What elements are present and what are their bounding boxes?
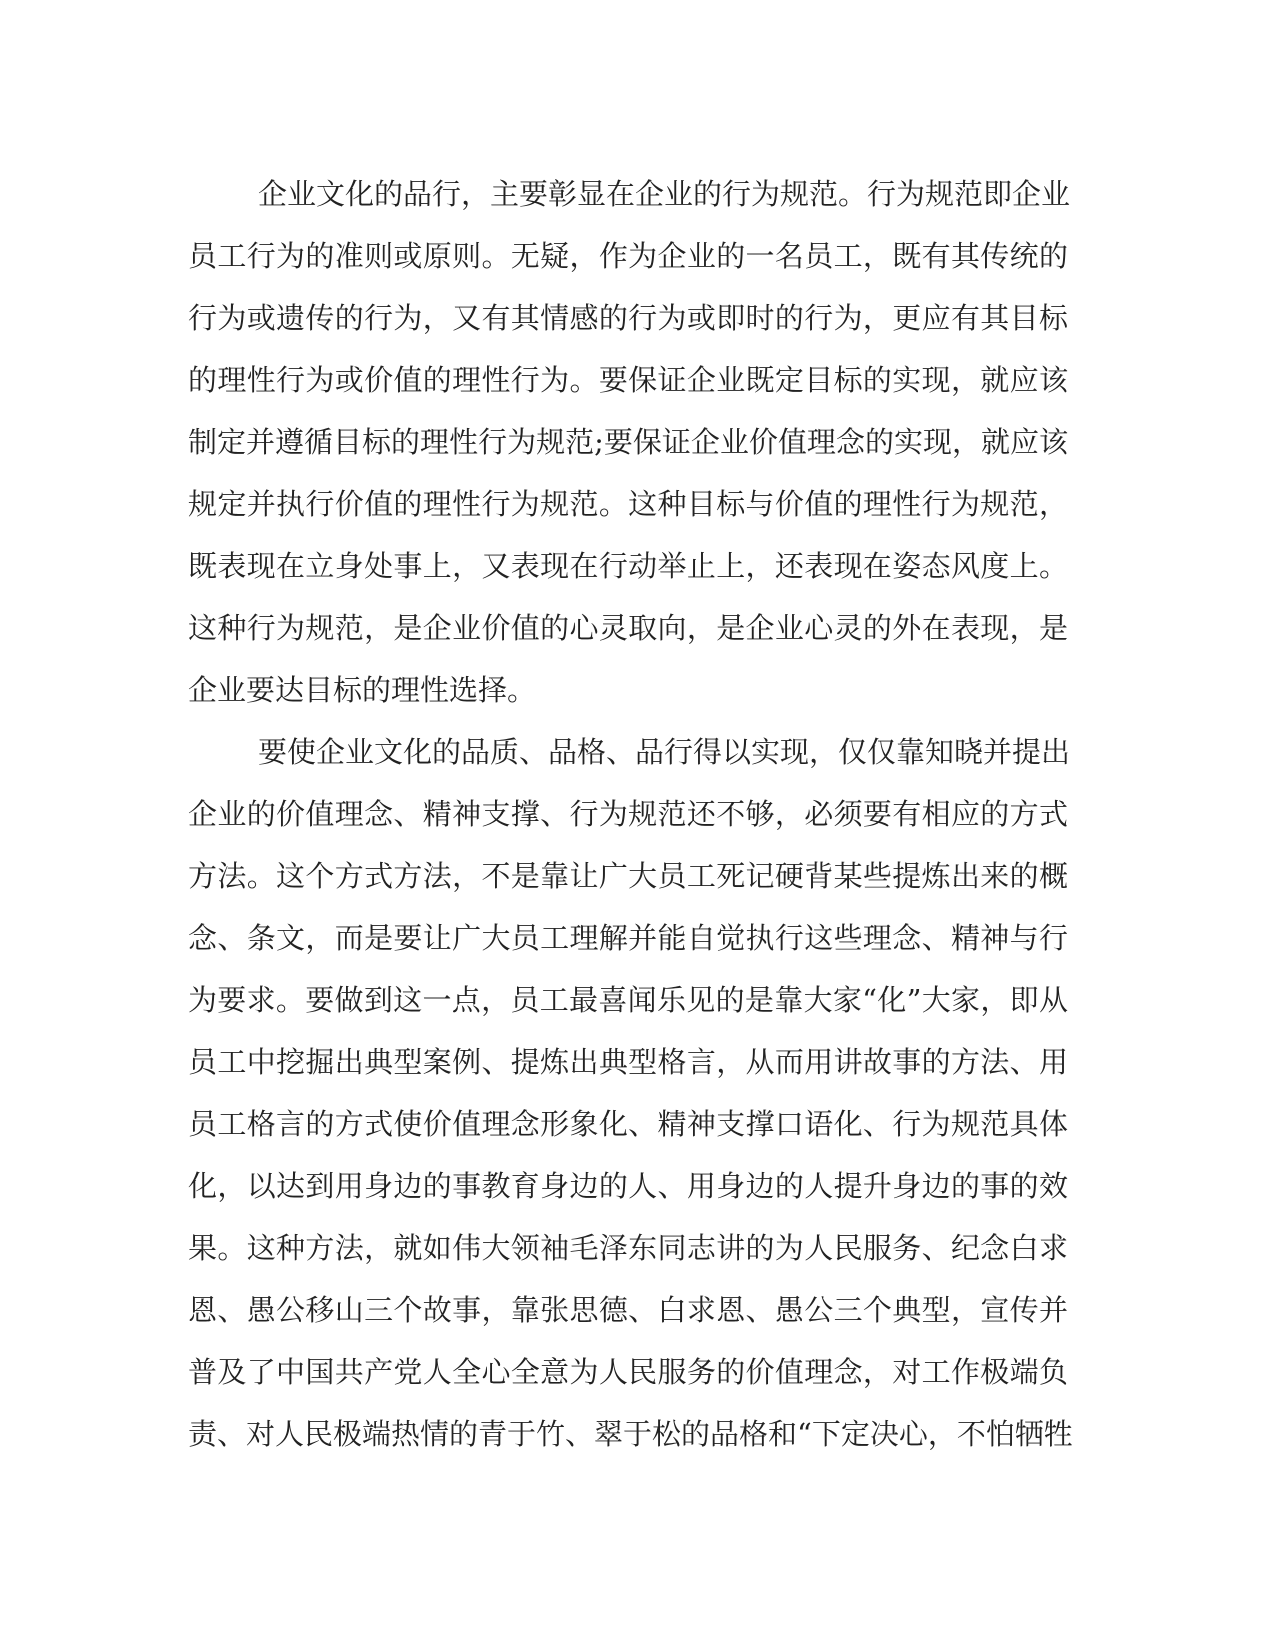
text-line: 为要求。要做到这一点，员工最喜闻乐见的是靠大家“化”大家，即从 <box>188 983 1068 1017</box>
text-line: 员工行为的准则或原则。无疑，作为企业的一名员工，既有其传统的 <box>188 239 1068 273</box>
text-line: 员工格言的方式使价值理念形象化、精神支撑口语化、行为规范具体 <box>188 1107 1068 1141</box>
text-line: 员工中挖掘出典型案例、提炼出典型格言，从而用讲故事的方法、用 <box>188 1045 1068 1079</box>
text-line: 化，以达到用身边的事教育身边的人、用身边的人提升身边的事的效 <box>188 1169 1068 1203</box>
text-line: 企业的价值理念、精神支撑、行为规范还不够，必须要有相应的方式 <box>188 797 1068 831</box>
text-line: 恩、愚公移山三个故事，靠张思德、白求恩、愚公三个典型，宣传并 <box>188 1293 1068 1327</box>
paragraph-2 <box>188 721 1073 1465</box>
text-line: 规定并执行价值的理性行为规范。这种目标与价值的理性行为规范， <box>188 487 1068 521</box>
text-line: 行为或遗传的行为，又有其情感的行为或即时的行为，更应有其目标 <box>188 301 1068 335</box>
text-line: 企业文化的品行，主要彰显在企业的行为规范。行为规范即企业 <box>258 177 1071 211</box>
text-line: 方法。这个方式方法，不是靠让广大员工死记硬背某些提炼出来的概 <box>188 859 1068 893</box>
body-text <box>188 163 1073 1465</box>
text-line: 普及了中国共产党人全心全意为人民服务的价值理念，对工作极端负 <box>188 1355 1068 1389</box>
text-line: 这种行为规范，是企业价值的心灵取向，是企业心灵的外在表现，是 <box>188 611 1068 645</box>
text-line: 的理性行为或价值的理性行为。要保证企业既定目标的实现，就应该 <box>188 363 1068 397</box>
paragraph-1 <box>188 163 1071 721</box>
text-line: 制定并遵循目标的理性行为规范;要保证企业价值理念的实现，就应该 <box>188 425 1068 459</box>
text-line: 既表现在立身处事上，又表现在行动举止上，还表现在姿态风度上。 <box>188 549 1068 583</box>
text-line: 企业要达目标的理性选择。 <box>188 673 537 707</box>
text-line: 果。这种方法，就如伟大领袖毛泽东同志讲的为人民服务、纪念白求 <box>188 1231 1068 1265</box>
text-line: 念、条文，而是要让广大员工理解并能自觉执行这些理念、精神与行 <box>188 921 1068 955</box>
text-line: 责、对人民极端热情的青于竹、翠于松的品格和“下定决心，不怕牺牲 <box>188 1417 1073 1451</box>
text-line: 要使企业文化的品质、品格、品行得以实现，仅仅靠知晓并提出 <box>258 735 1071 769</box>
